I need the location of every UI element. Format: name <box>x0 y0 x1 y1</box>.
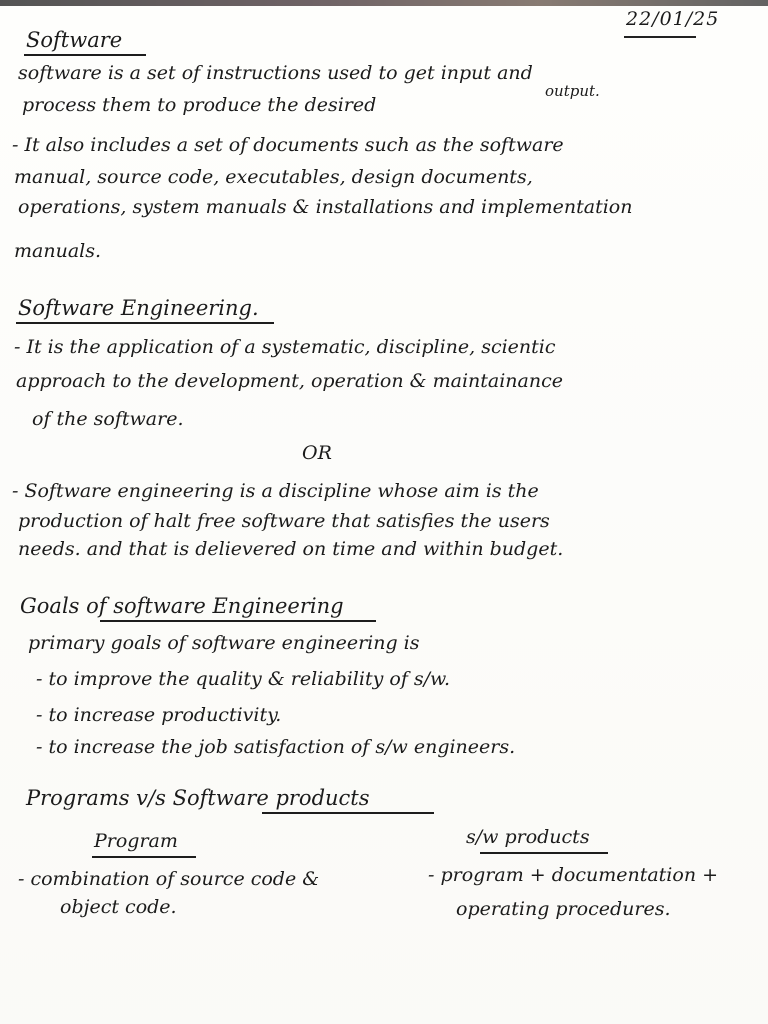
program-line: - combination of source code & <box>18 868 320 890</box>
text-line: process them to produce the desired <box>22 94 377 116</box>
text-line: needs. and that is delievered on time and within budget. <box>18 538 564 560</box>
column-heading-sw-products: s/w products <box>466 826 590 848</box>
text-line: primary goals of software engineering is <box>28 632 420 654</box>
heading-goals: Goals of software Engineering <box>20 594 344 618</box>
text-line: - to increase productivity. <box>36 704 282 726</box>
text-line: OR <box>302 442 332 464</box>
heading-software-engineering-underline <box>16 322 274 324</box>
text-line: - Software engineering is a discipline whose aim is the <box>12 480 539 502</box>
heading-comparison: Programs v/s Software products <box>26 786 370 810</box>
text-line: output. <box>545 82 600 100</box>
text-line: production of halt free software that satisfies the users <box>18 510 550 532</box>
product-line: operating procedures. <box>456 898 671 920</box>
text-line: of the software. <box>32 408 184 430</box>
text-line: operations, system manuals & installations and implementation <box>18 196 633 218</box>
heading-software-engineering: Software Engineering. <box>18 296 259 320</box>
program-line: object code. <box>60 896 177 918</box>
page-top-edge <box>0 0 768 6</box>
product-line: - program + documentation + <box>428 864 719 886</box>
text-line: - to increase the job satisfaction of s/w engineers. <box>36 736 516 758</box>
heading-goals-underline <box>100 620 376 622</box>
text-line: approach to the development, operation & maintainance <box>16 370 563 392</box>
text-line: software is a set of instructions used to get input and <box>18 62 533 84</box>
text-line: - to improve the quality & reliability of s/w. <box>36 668 451 690</box>
date: 22/01/25 <box>626 8 720 30</box>
text-line: - It is the application of a systematic, discipline, scientic <box>14 336 556 358</box>
date-underline <box>624 36 696 38</box>
column-heading-program-underline <box>92 856 196 858</box>
column-heading-sw-products-underline <box>480 852 608 854</box>
heading-comparison-underline <box>262 812 434 814</box>
text-line: manual, source code, executables, design documents, <box>14 166 533 188</box>
text-line: - It also includes a set of documents such as the software <box>12 134 564 156</box>
heading-software: Software <box>26 28 123 52</box>
column-heading-program: Program <box>94 830 178 852</box>
text-line: manuals. <box>14 240 102 262</box>
heading-software-underline <box>24 54 146 56</box>
